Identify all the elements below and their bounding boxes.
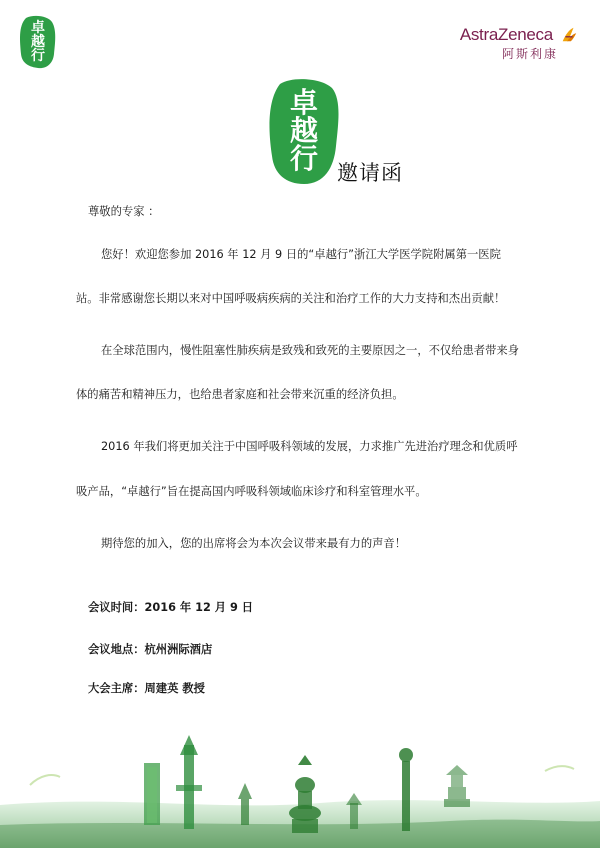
paragraph-1-line-2: 站。非常感谢您长期以来对中国呼吸病疾病的关注和治疗工作的大力支持和杰出贡献！ [76,292,506,305]
meeting-host: 大会主席：周建英 教授 [88,682,205,695]
astrazeneca-symbol-icon [560,26,578,44]
logo-large-char-2: 越 [289,114,318,147]
brand-cn: 阿斯利康 [501,46,558,61]
hangzhou-skyline-illustration [0,725,600,848]
logo-char-1: 卓 [31,20,45,36]
logo-large-char-3: 行 [289,142,318,175]
logo-small [18,14,58,70]
paragraph-3-line-2: 吸产品，“卓越行”旨在提高国内呼吸科领域临床诊疗和科室管理水平。 [76,485,427,498]
logo-large [266,76,342,186]
document-title: 邀请函 [337,161,403,185]
astrazeneca-brand [460,24,578,62]
logo-char-3: 行 [31,48,45,64]
meeting-time: 会议时间：2016 年 12 月 9 日 [88,601,254,614]
logo-char-2: 越 [31,34,45,50]
salutation: 尊敬的专家 ： [88,205,160,218]
brand-name: AstraZeneca [459,24,553,44]
paragraph-4: 期待您的加入，您的出席将会为本次会议带来最有力的声音！ [101,537,407,550]
paragraph-2-line-1: 在全球范围内，慢性阻塞性肺疾病是致残和致死的主要原因之一，不仅给患者带来身 [101,344,519,357]
paragraph-2-line-2: 体的痛苦和精神压力，也给患者家庭和社会带来沉重的经济负担。 [76,388,404,401]
logo-large-char-1: 卓 [289,86,318,119]
meeting-location: 会议地点：杭州洲际酒店 [88,643,213,656]
paragraph-3-line-1: 2016 年我们将更加关注于中国呼吸科领域的发展，力求推广先进治疗理念和优质呼 [101,440,518,453]
paragraph-1-line-1: 您好！欢迎您参加 2016 年 12 月 9 日的“卓越行”浙江大学医学院附属第一医院 [101,248,501,261]
